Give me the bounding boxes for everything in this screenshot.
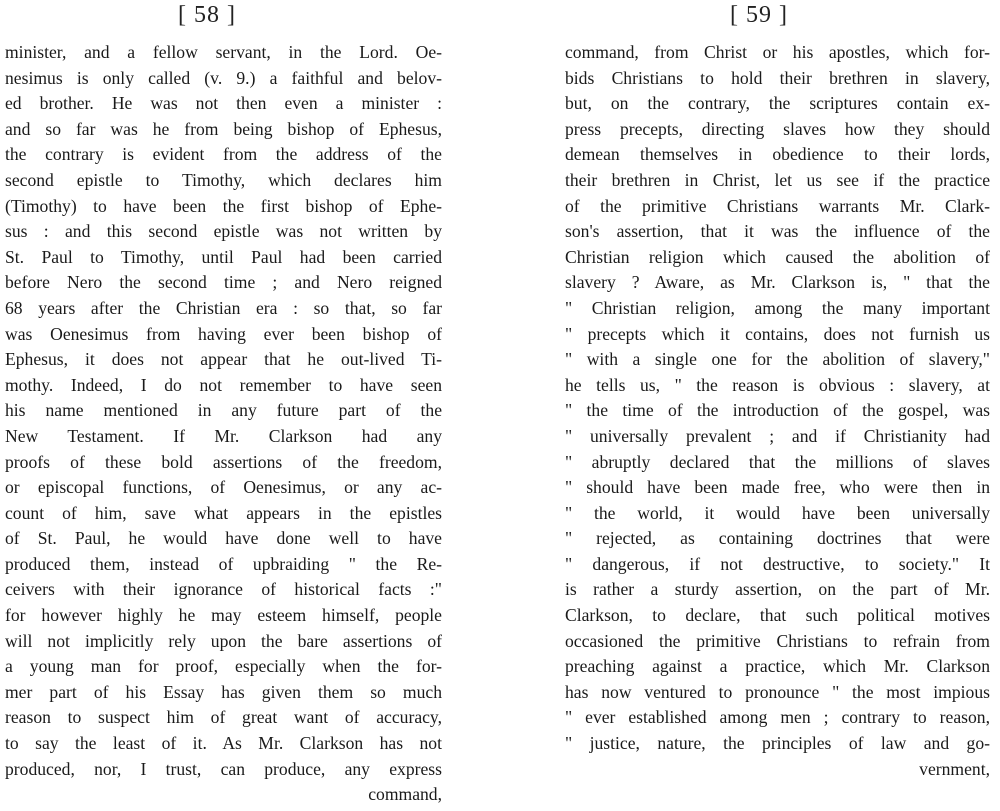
page-number: [ 58 ]: [178, 2, 236, 28]
text-line: " with a single one for the abolition of slavery,": [565, 349, 990, 370]
text-line: will not implicitly rely upon the bare assertions of: [5, 630, 442, 651]
text-line: of St. Paul, he would have done well to have: [5, 528, 442, 549]
text-line: proofs of these bold assertions of the freedom,: [5, 451, 442, 472]
text-line: produced, nor, I trust, can produce, any express: [5, 758, 442, 779]
text-line: sus : and this second epistle was not written by: [5, 221, 442, 242]
text-line: occasioned the primitive Christians to refrain from: [565, 630, 990, 651]
text-line: before Nero the second time ; and Nero reigned: [5, 272, 442, 293]
text-line: " precepts which it contains, does not furnish us: [565, 323, 990, 344]
text-line: nesimus is only called (v. 9.) a faithful and belov-: [5, 67, 442, 88]
text-line: was Oenesimus from having ever been bishop of: [5, 323, 442, 344]
text-line: New Testament. If Mr. Clarkson had any: [5, 425, 442, 446]
text-line: he tells us, " the reason is obvious : slavery, at: [565, 374, 990, 395]
text-line: of the primitive Christians warrants Mr. Clark-: [565, 195, 990, 216]
text-line: vernment,: [919, 758, 990, 779]
text-line: son's assertion, that it was the influence of the: [565, 221, 990, 242]
text-line: Christian religion which caused the abolition of: [565, 246, 990, 267]
text-line: command,: [368, 784, 442, 805]
text-line: to say the least of it. As Mr. Clarkson has not: [5, 733, 442, 754]
text-line: but, on the contrary, the scriptures contain ex-: [565, 93, 990, 114]
text-line: St. Paul to Timothy, until Paul had been carried: [5, 246, 442, 267]
text-line: produced them, instead of upbraiding " the Re-: [5, 553, 442, 574]
text-line: (Timothy) to have been the first bishop of Ephe-: [5, 195, 442, 216]
text-line: the contrary is evident from the address of the: [5, 144, 442, 165]
text-line: slavery ? Aware, as Mr. Clarkson is, " that the: [565, 272, 990, 293]
page-number: [ 59 ]: [730, 2, 788, 28]
text-line: preaching against a practice, which Mr. Clarkson: [565, 656, 990, 677]
text-line: count of him, save what appears in the epistles: [5, 502, 442, 523]
text-line: " justice, nature, the principles of law and go-: [565, 733, 990, 754]
text-line: or episcopal functions, of Oenesimus, or any ac-: [5, 477, 442, 498]
text-line: second epistle to Timothy, which declares him: [5, 169, 442, 190]
text-line: minister, and a fellow servant, in the Lord. Oe-: [5, 42, 442, 62]
text-line: " the time of the introduction of the gospel, was: [565, 400, 990, 421]
text-line: his name mentioned in any future part of the: [5, 400, 442, 421]
text-line: Clarkson, to declare, that such political motives: [565, 605, 990, 626]
text-line: " ever established among men ; contrary to reason,: [565, 707, 990, 728]
text-line: " dangerous, if not destructive, to society." It: [565, 553, 990, 574]
text-line: mothy. Indeed, I do not remember to have seen: [5, 374, 442, 395]
text-line: ed brother. He was not then even a minister :: [5, 93, 442, 114]
text-line: " rejected, as containing doctrines that were: [565, 528, 990, 549]
text-line: command, from Christ or his apostles, which for-: [565, 42, 990, 62]
text-line: " universally prevalent ; and if Christianity had: [565, 425, 990, 446]
text-line: bids Christians to hold their brethren in slavery,: [565, 67, 990, 88]
text-line: a young man for proof, especially when the for-: [5, 656, 442, 677]
text-line: " Christian religion, among the many important: [565, 297, 990, 318]
text-line: has now ventured to pronounce " the most impious: [565, 681, 990, 702]
text-line: demean themselves in obedience to their lords,: [565, 144, 990, 165]
text-line: press precepts, directing slaves how they should: [565, 118, 990, 139]
page-text: [5, 40, 442, 808]
text-line: " should have been made free, who were then in: [565, 477, 990, 498]
text-line: ceivers with their ignorance of historical facts :": [5, 579, 442, 600]
text-line: " the world, it would have been universally: [565, 502, 990, 523]
text-line: 68 years after the Christian era : so that, so far: [5, 297, 442, 318]
text-line: " abruptly declared that the millions of slaves: [565, 451, 990, 472]
text-line: and so far was he from being bishop of Ephesus,: [5, 118, 442, 139]
text-line: reason to suspect him of great want of accuracy,: [5, 707, 442, 728]
text-line: their brethren in Christ, let us see if the practice: [565, 169, 990, 190]
text-line: is rather a sturdy assertion, on the part of Mr.: [565, 579, 990, 600]
page-text: [565, 40, 990, 782]
text-line: mer part of his Essay has given them so much: [5, 681, 442, 702]
text-line: Ephesus, it does not appear that he out-lived Ti-: [5, 349, 442, 370]
text-line: for however highly he may esteem himself, people: [5, 605, 442, 626]
